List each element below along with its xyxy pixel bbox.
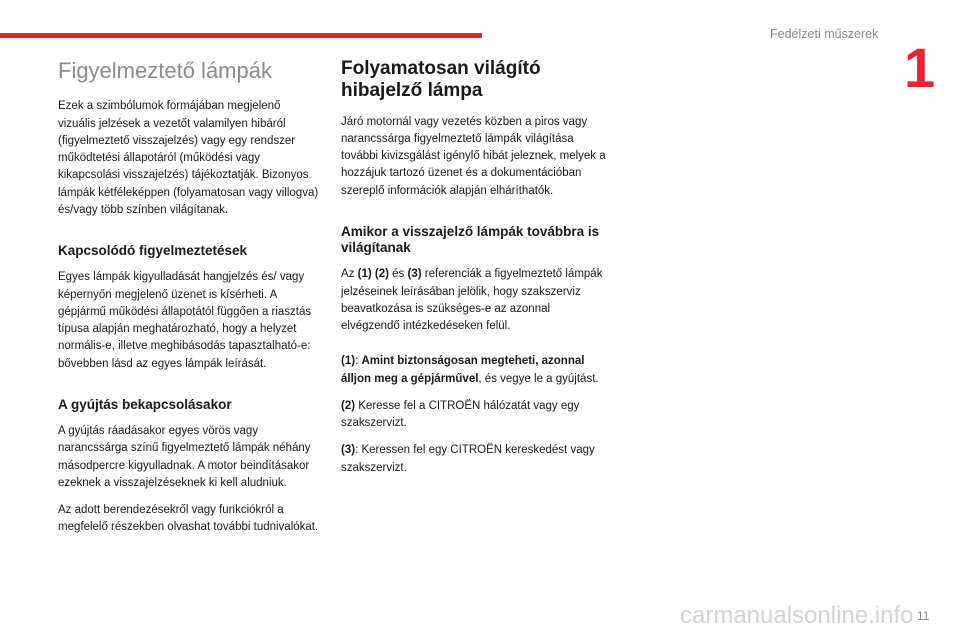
watermark: carmanualsonline.info <box>680 602 914 629</box>
section-heading-ignition: A gyújtás bekapcsolásakor <box>58 396 232 412</box>
header-accent-bar <box>0 33 482 38</box>
right-column <box>341 58 611 487</box>
reference-item-2: (2) Keresse fel a CITROËN hálózatát vagy egy szakszervizt. <box>341 399 580 430</box>
section-heading-related-warnings: Kapcsolódó figyelmeztetések <box>58 243 248 259</box>
page-title: Figyelmeztető lámpák <box>58 58 272 83</box>
intro-paragraph: Ezek a szimbólumok formájában megjelenő vizuális jelzések a vezetőt valamilyen hibáról (figyelmeztető visszajelzés) vagy egy rendszer működtetési állapotáról (működési vagy kikapcsolási visszajelzés) tájékoztatják. Bizonyos lámpák kétféleképpen (folyamatosan vagy villogva) és/vagy több színben világítanak. <box>58 100 319 216</box>
reference-item-1: (1): Amint biztonságosan megteheti, azonnal álljon meg a gépjárművel, és vegye le a gyújtást. <box>341 355 599 385</box>
ignition-paragraph: A gyújtás ráadásakor egyes vörös vagy narancssárga színű figyelmeztető lámpák néhány másodpercre kigyulladnak. A motor beindításakor ezeknek a visszajelzéseknek ki kell aludniuk. <box>58 425 311 489</box>
chapter-title: Fedélzeti műszerek <box>770 27 879 41</box>
chapter-number: 1 <box>904 36 936 99</box>
left-column <box>58 58 320 547</box>
page-number: 11 <box>917 609 930 623</box>
further-info-paragraph: Az adott berendezésekről vagy funkciókról a megfelelő részekben olvashat további tudnivalókat. <box>58 504 319 534</box>
section-heading-lamps-stay-on: Amikor a visszajelző lámpák továbbra is világítanak <box>341 223 600 256</box>
fault-lamp-paragraph: Járó motornál vagy vezetés közben a piros vagy narancssárga figyelmeztető lámpák világítása további kivizsgálást igénylő hibát jeleznek, melyek a hozzájuk tartozó üzenet és a dokumentációban szereplő információk alapján elháríthatók. <box>341 115 606 197</box>
related-warnings-paragraph: Egyes lámpák kigyulladását hangjelzés és/ vagy képernyőn megjelenő üzenet is kísérheti. A gépjármű működési állapotától függően a riasztás típusa alapján meghatározható, hogy a helyzet normális-e, illetve meghibásodás tapasztalható-e: bővebben lásd az egyes lámpák leírását. <box>58 271 312 370</box>
section-title-fault-lamp: Folyamatosan világító hibajelző lámpa <box>341 58 541 101</box>
references-paragraph: Az (1) (2) és (3) referenciák a figyelmeztető lámpák jelzéseinek leírásában jelölik, hogy szakszerviz beavatkozása is szükséges-e az azonnal elvégzendő intézkedéseken felül. <box>341 268 603 333</box>
reference-item-3: (3): Keressen fel egy CITROËN kereskedést vagy szakszervizt. <box>341 444 595 474</box>
